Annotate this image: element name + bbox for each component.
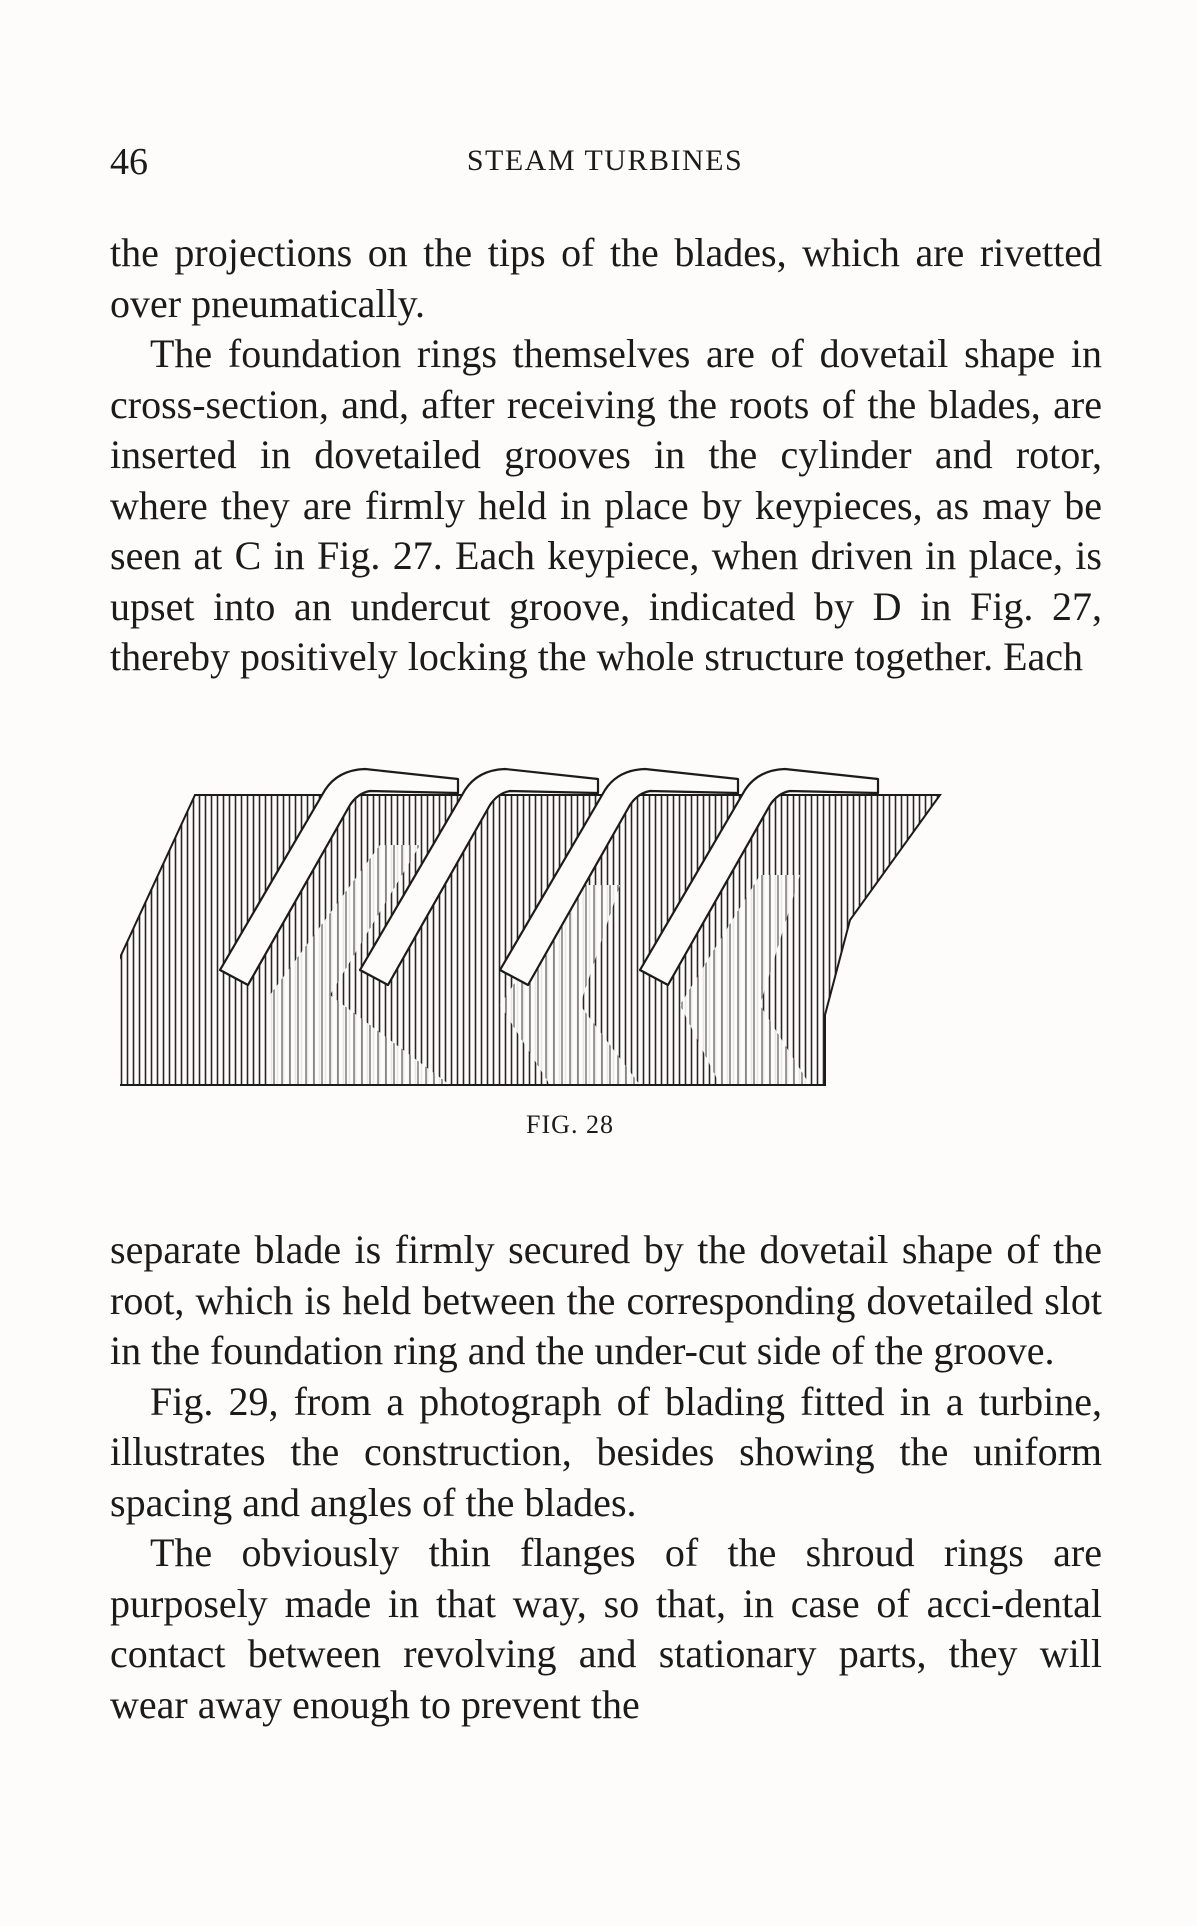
body-text-bottom [110,1225,1102,1730]
figure-28 [120,765,1020,1145]
paragraph-fig-29: Fig. 29, from a photograph of blading fitted in a turbine, illustrates the construction, besides showing the uniform spacing and angles of the blades. [110,1378,1102,1525]
page-number: 46 [110,141,148,183]
paragraph-continuation: the projections on the tips of the blades, which are rivetted over pneumatically. [110,230,1102,326]
running-head: STEAM TURBINES [466,144,744,177]
paragraph-foundation-rings: The foundation rings themselves are of dovetail shape in cross-section, and, after receiving the roots of the blades, are inserted in dovetailed grooves in the cylinder and rotor, where they are firmly held in place by keypieces, as may be seen at C in Fig. 27. Each keypiece, when driven in place, is upset into an undercut groove, indicated by D in Fig. 27, thereby positively locking the whole structure together. Each [110,331,1102,679]
body-text-top [110,228,1102,683]
figure-caption-text: FIG. 28 [526,1110,614,1139]
page-header [110,140,1100,190]
blade-illustration [120,765,1020,1095]
figure-caption [120,1110,1020,1140]
paragraph-continued: separate blade is firmly secured by the dovetail shape of the root, which is held between the corresponding dovetailed slot in the foundation ring and the under-cut side of the groove. [110,1227,1102,1373]
paragraph-shroud-rings: The obviously thin flanges of the shroud rings are purposely made in that way, so that, in case of acci-dental contact between revolving and stationary parts, they will wear away enough to prevent the [110,1530,1102,1727]
